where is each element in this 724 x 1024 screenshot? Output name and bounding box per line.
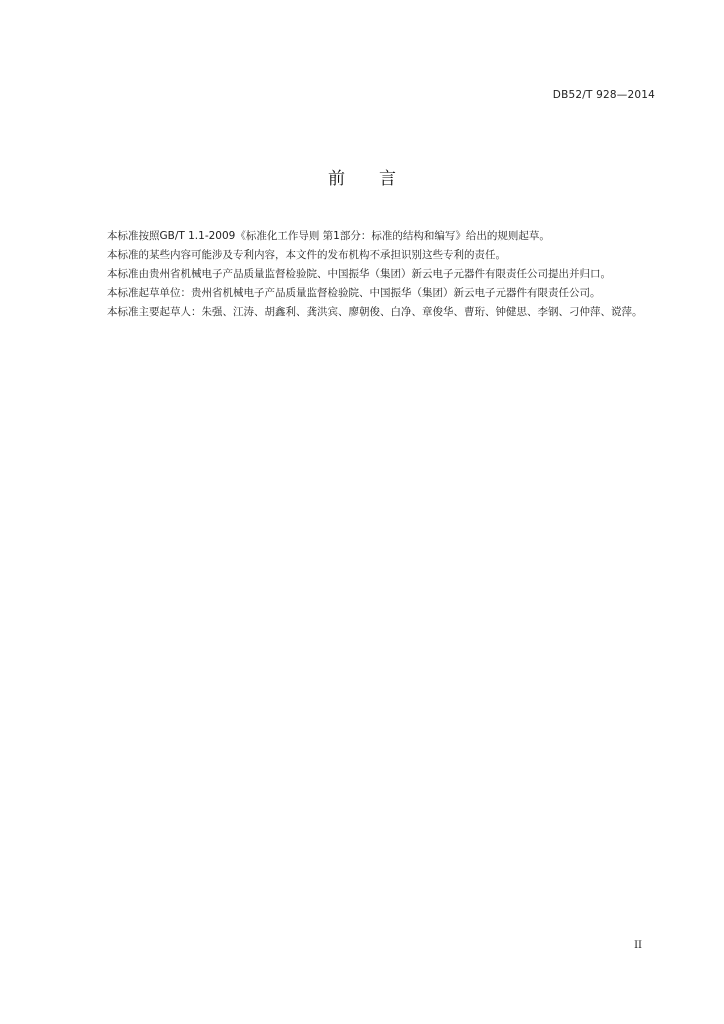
section-title [0, 164, 724, 189]
title-char-1: 前 [328, 169, 345, 189]
paragraph-patent-notice: 本标准的某些内容可能涉及专利内容，本文件的发布机构不承担识别这些专利的责任。 [107, 249, 506, 261]
title-char-2: 言 [379, 169, 396, 189]
document-code: DB52/T 928—2014 [552, 89, 655, 101]
paragraph-proposer: 本标准由贵州省机械电子产品质量监督检验院、中国振华（集团）新云电子元器件有限责任公司提出并归口。 [107, 268, 611, 280]
paragraph-drafting-units: 本标准起草单位：贵州省机械电子产品质量监督检验院、中国振华（集团）新云电子元器件有限责任公司。 [107, 287, 601, 299]
paragraph-drafting-rules: 本标准按照GB/T 1.1-2009《标准化工作导则 第1部分：标准的结构和编写》给出的规则起草。 [107, 230, 550, 242]
page-number: II [634, 940, 642, 951]
foreword-body [86, 227, 646, 322]
paragraph-drafters: 本标准主要起草人：朱强、江涛、胡鑫利、龚洪宾、廖朝俊、白净、章俊华、曹珩、钟健思、李钢、刁仲萍、谠萍。 [107, 306, 643, 318]
